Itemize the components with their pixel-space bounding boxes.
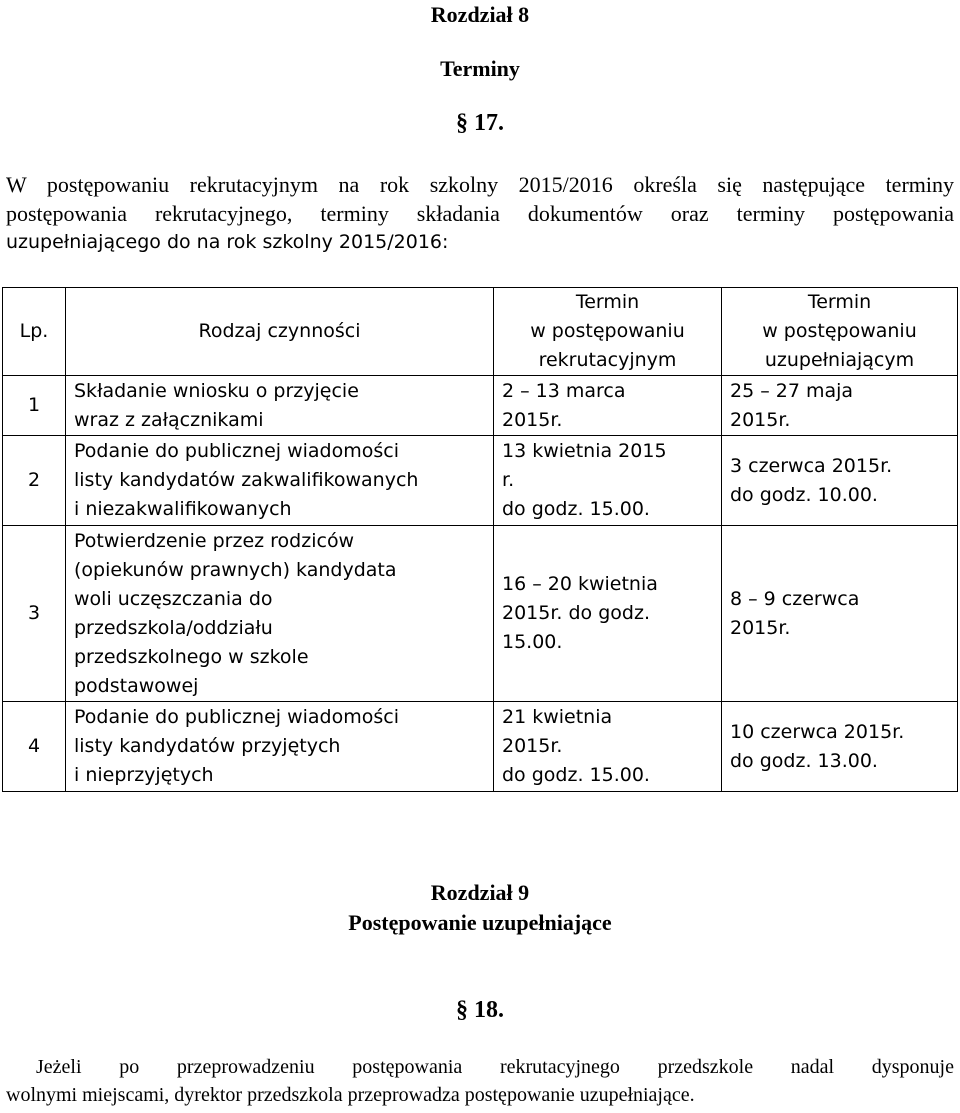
header-supplementary-line-2: w postępowaniu — [762, 320, 917, 342]
header-supplementary-term — [722, 288, 958, 376]
row-1-recruitment-line-2: 2015r. — [502, 408, 563, 431]
row-4-supplementary — [722, 702, 958, 792]
header-recruitment-line-1: Termin — [575, 291, 640, 313]
row-2-activity-line-3: i niezakwalifikowanych — [74, 498, 292, 520]
row-2-activity — [66, 436, 494, 526]
intro-line-3: uzupełniającego do na rok szkolny 2015/2016: — [6, 231, 449, 253]
row-4-recruitment-line-2: 2015r. — [502, 735, 563, 757]
row-1-supplementary — [722, 376, 958, 436]
row-4-activity-line-2: listy kandydatów przyjętych — [74, 735, 341, 757]
row-3-activity-line-1: Potwierdzenie przez rodziców — [74, 529, 355, 552]
row-4-activity-line-3: i nieprzyjętych — [74, 764, 214, 786]
row-1-activity-line-1: Składanie wniosku o przyjęcie — [74, 379, 359, 402]
row-3-activity-line-4: przedszkola/oddziału — [74, 616, 273, 639]
row-2-lp: 2 — [3, 436, 66, 526]
section-18-heading: § 18. — [456, 997, 504, 1023]
row-2-activity-line-2: listy kandydatów zakwalifikowanych — [74, 469, 419, 491]
chapter-8-title: Rozdział 8 — [430, 2, 530, 27]
table-header-row — [3, 288, 958, 376]
row-4-lp: 4 — [3, 702, 66, 792]
row-2-recruitment-line-2: r. — [502, 469, 515, 491]
row-4-recruitment-line-1: 21 kwietnia — [502, 706, 613, 728]
row-2-supplementary-line-2: do godz. 10.00. — [730, 483, 878, 506]
header-supplementary-line-3: uzupełniającym — [764, 349, 915, 371]
chapter-8-subtitle: Terminy — [440, 56, 520, 81]
row-1-activity-line-2: wraz z załącznikami — [74, 408, 264, 431]
row-3-recruitment-line-3: 15.00. — [502, 631, 563, 653]
header-recruitment-line-2: w postępowaniu — [530, 320, 685, 342]
row-3-activity-line-2: (opiekunów prawnych) kandydata — [74, 558, 397, 581]
table-row — [3, 436, 958, 526]
chapter-9-title: Rozdział 9 — [430, 880, 530, 905]
row-3-activity-line-6: podstawowej — [74, 674, 199, 697]
row-4-activity-line-1: Podanie do publicznej wiadomości — [74, 706, 399, 728]
row-3-activity-line-3: woli uczęszczania do — [74, 587, 273, 610]
row-3-recruitment — [494, 526, 722, 702]
row-3-recruitment-line-2: 2015r. do godz. — [502, 602, 650, 624]
row-3-activity-line-5: przedszkolnego w szkole — [74, 645, 309, 668]
chapter-9-subtitle: Postępowanie uzupełniające — [348, 910, 612, 935]
intro-line-1: W postępowaniu rekrutacyjnym na rok szkolny 2015/2016 określa się następujące terminy — [6, 172, 954, 197]
row-1-supplementary-line-2: 2015r. — [730, 408, 791, 431]
table-row — [3, 376, 958, 436]
row-3-lp: 3 — [3, 526, 66, 702]
row-1-supplementary-line-1: 25 – 27 maja — [730, 379, 854, 402]
row-4-activity — [66, 702, 494, 792]
row-4-recruitment-line-3: do godz. 15.00. — [502, 764, 650, 786]
row-1-activity — [66, 376, 494, 436]
row-4-supplementary-line-1: 10 czerwca 2015r. — [730, 720, 905, 743]
header-activity: Rodzaj czynności — [66, 288, 494, 376]
row-2-activity-line-1: Podanie do publicznej wiadomości — [74, 440, 399, 462]
row-3-activity — [66, 526, 494, 702]
row-3-supplementary — [722, 526, 958, 702]
row-2-recruitment — [494, 436, 722, 526]
row-1-lp: 1 — [3, 376, 66, 436]
row-4-recruitment — [494, 702, 722, 792]
row-2-supplementary-line-1: 3 czerwca 2015r. — [730, 454, 893, 477]
header-recruitment-line-3: rekrutacyjnym — [538, 349, 677, 371]
row-2-recruitment-line-3: do godz. 15.00. — [502, 498, 650, 520]
section-17-heading: § 17. — [456, 110, 504, 136]
table-row — [3, 702, 958, 792]
terms-table — [2, 287, 958, 792]
header-supplementary-line-1: Termin — [807, 291, 872, 313]
header-recruitment-term — [494, 288, 722, 376]
closing-paragraph — [6, 1053, 954, 1109]
row-3-supplementary-line-1: 8 – 9 czerwca — [730, 587, 860, 610]
closing-line-2: wolnymi miejscami, dyrektor przedszkola przeprowadza postępowanie uzupełniające. — [6, 1084, 695, 1106]
intro-paragraph — [6, 170, 954, 257]
row-3-supplementary-line-2: 2015r. — [730, 616, 791, 639]
header-lp: Lp. — [3, 288, 66, 376]
closing-line-1: Jeżeli po przeprowadzeniu postępowania rekrutacyjnego przedszkole nadal dysponuje — [36, 1056, 954, 1078]
intro-line-2: postępowania rekrutacyjnego, terminy składania dokumentów oraz terminy postępowania — [6, 201, 954, 226]
row-1-recruitment — [494, 376, 722, 436]
row-2-supplementary — [722, 436, 958, 526]
table-row — [3, 526, 958, 702]
row-3-recruitment-line-1: 16 – 20 kwietnia — [502, 573, 658, 595]
row-4-supplementary-line-2: do godz. 13.00. — [730, 749, 878, 772]
row-2-recruitment-line-1: 13 kwietnia 2015 — [502, 440, 667, 462]
row-1-recruitment-line-1: 2 – 13 marca — [502, 379, 626, 402]
